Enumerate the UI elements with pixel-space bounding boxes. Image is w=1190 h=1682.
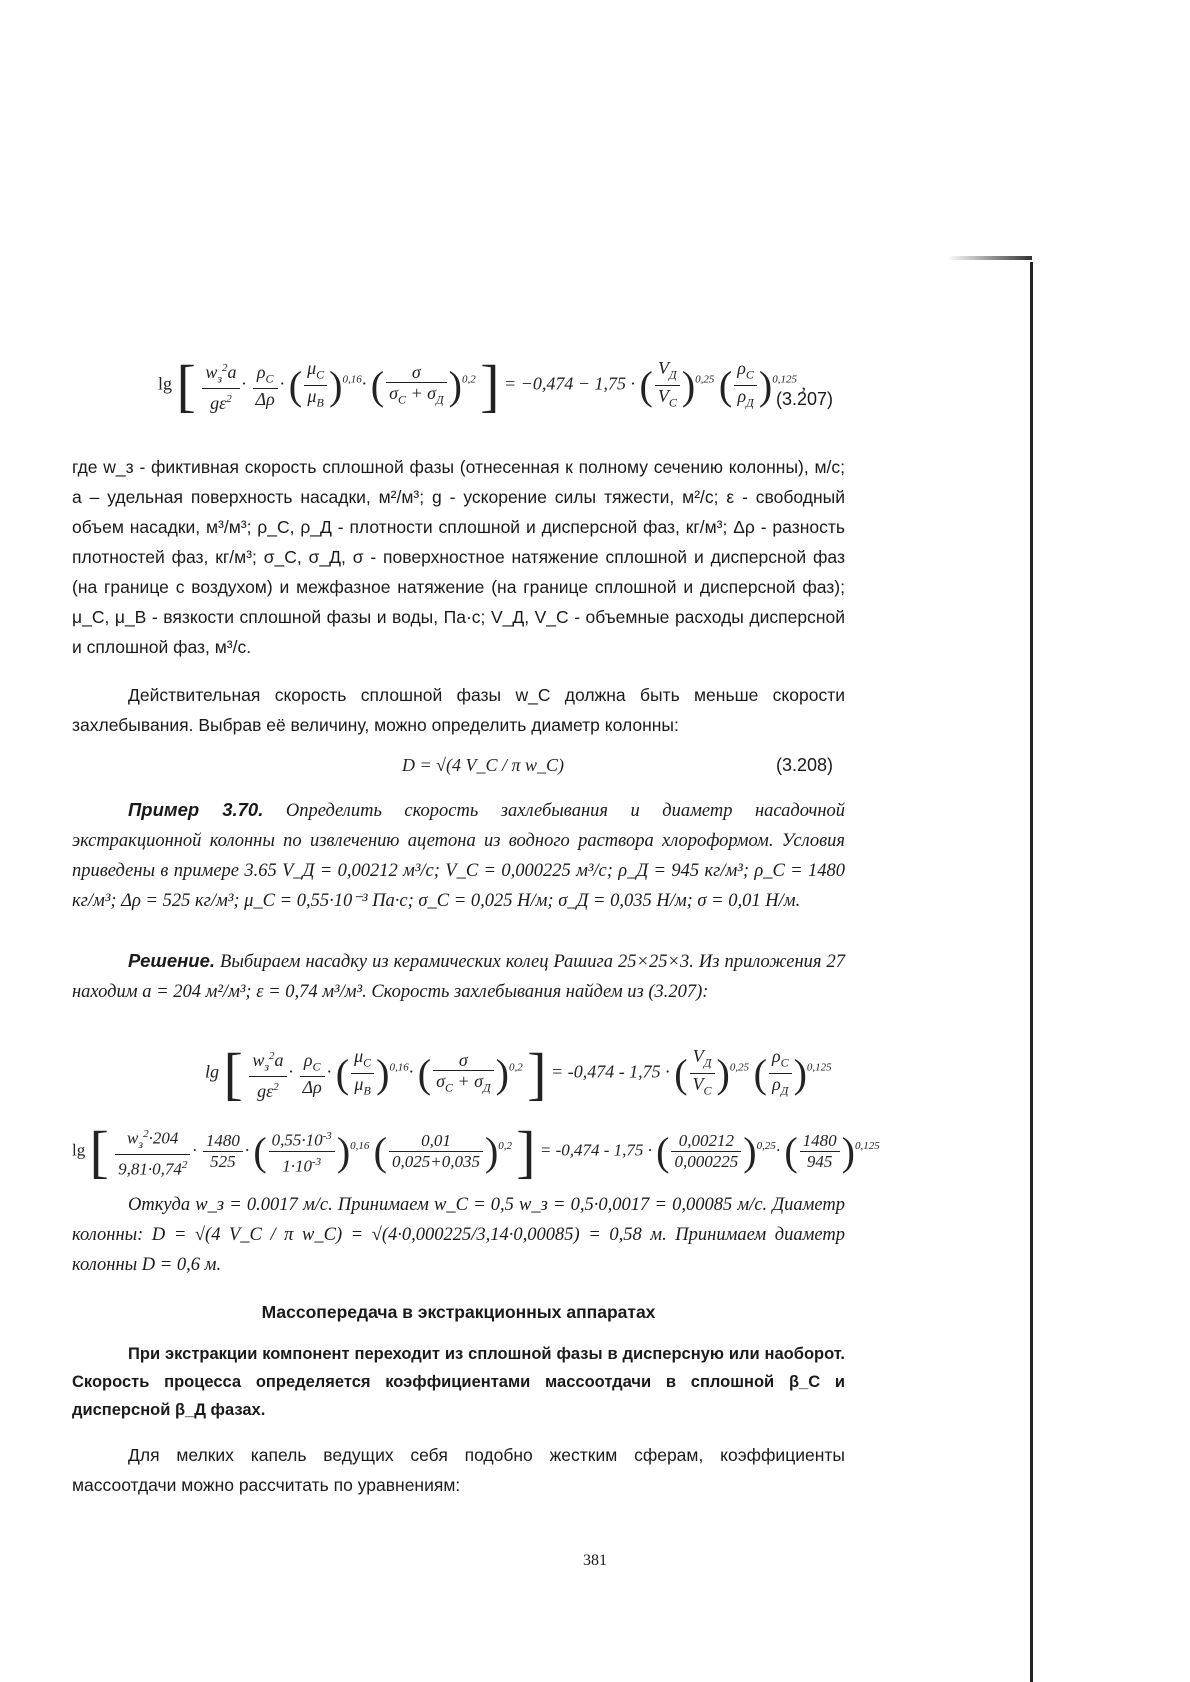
small-drops-paragraph: Для мелких капель ведущих себя подобно жестким сферам, коэффициенты массоотдачи можно рассчитать по уравнениям: <box>72 1445 845 1495</box>
example-equation-numeric: lg [ $\frac{w_з^2\cdot 204}{9,81\cdot 0,74^2}$ · $\frac{1480}{525}$ · ( $\frac{0,55\cdot 10^{-3}}{1\cdot 10^{-3}}$ )$^{0,16}$ ( $\frac{0,01}{0,025+0,035}$ )$^{0,2}$ ] = -0,474 - 1,75 · ( $\frac{0,00212}{0,000225}$ )$^{0,25}$· ( $\frac{1480}{945}$ )$^{0,125}$ <box>72 1119 880 1184</box>
actual-speed-paragraph: Действительная скорость сплошной фазы w_С должна быть меньше скорости захлебывания. Выбрав её величину, можно определить диаметр колонны: <box>72 685 845 735</box>
page-number: 381 <box>583 1552 607 1569</box>
equation-3-207: lg [ $\frac{w_з^2a}{g\varepsilon^2}$ · $\frac{\rho_C}{\Delta\rho}$ · ( $\frac{\mu_C}{\mu_B}$ )$^{0,16}$· ( $\frac{\sigma}{\sigma_C + \sigma_Д}$ )$^{0,2}$ ] = −0,474 − 1,75 · ( $\frac{V_Д}{V_C}$ )$^{0,25}$ ( $\frac{\rho_C}{\rho_Д}$ )$^{0,125}$ , <box>158 353 806 418</box>
solution-paragraph: Решение. Выбираем насадку из керамических колец Рашига 25×25×3. Из приложения 27 находим a = 204 м²/м³; ε = 0,74 м³/м³. Скорость захлебывания найдем из (3.207): <box>72 950 845 1002</box>
example-paragraph: Пример 3.70. Определить скорость захлебывания и диаметр насадочной экстракционной колонны по извлечению ацетона из водного раствора хлороформом. Условия приведены в примере 3.65 V_Д = 0,00212 м³/с; V_С = 0,000225 м³/с; ρ_Д = 945 кг/м³; ρ_С = 1480 кг/м³; Δρ = 525 кг/м³; μ_С = 0,55·10⁻³ Па·с; σ_С = 0,025 Н/м; σ_Д = 0,035 Н/м; σ = 0,01 Н/м. <box>72 799 845 911</box>
section-heading: Массопередача в экстракционных аппаратах <box>261 1302 656 1322</box>
mass-transfer-intro: При экстракции компонент переходит из сплошной фазы в дисперсную или наоборот. Скорость процесса определяется коэффициентами массоотдачи в сплошной β_С и дисперсной β_Д фазах. <box>72 1345 845 1419</box>
scan-edge-line <box>1030 262 1033 1682</box>
result-paragraph: Откуда w_з = 0.0017 м/с. Принимаем w_С = 0,5 w_з = 0,5·0,0017 = 0,00085 м/с. Диаметр колонны: D = √(4 V_С / π w_С) = √(4·0,000225/3,14·0,00085) = 0,58 м. Принимаем диаметр колонны D = 0,6 м. <box>72 1195 845 1275</box>
solution-title: Решение. <box>128 950 216 971</box>
scan-edge-mark <box>947 256 1032 260</box>
equation-number: (3.208) <box>776 755 834 775</box>
definitions-paragraph: где w_з - фиктивная скорость сплошной фазы (отнесенная к полному сечению колонны), м/с; a – удельная поверхность насадки, м²/м³; g - ускорение силы тяжести, м²/с; ε - свободный объем насадки, м³/м³; ρ_С, ρ_Д - плотности сплошной и дисперсной фаз, кг/м³; Δρ - разность плотностей фаз, кг/м³; σ_С, σ_Д, σ - поверхностное натяжение сплошной и дисперсной фаз (на границе с воздухом) и межфазное натяжение (на границе сплошной и дисперсной фаз); μ_С, μ_В - вязкости сплошной фазы и воды, Па·с; V_Д, V_С - объемные расходы дисперсной и сплошной фаз, м³/с. <box>72 457 845 657</box>
example-title: Пример 3.70. <box>128 799 264 820</box>
example-equation-general: lg [ $\frac{w_з^2a}{g\varepsilon^2}$ · $\frac{\rho_C}{\Delta\rho}$ · ( $\frac{\mu_C}{\mu_B}$ )$^{0,16}$· ( $\frac{\sigma}{\sigma_C + \sigma_Д}$ )$^{0,2}$ ] = -0,474 - 1,75 · ( $\frac{V_Д}{V_C}$ )$^{0,25}$ ( $\frac{\rho_C}{\rho_Д}$ )$^{0,125}$ <box>205 1041 832 1106</box>
equation-3-208: D = √(4 V_C / π w_C) <box>402 755 565 775</box>
equation-number: (3.207) <box>776 389 834 409</box>
